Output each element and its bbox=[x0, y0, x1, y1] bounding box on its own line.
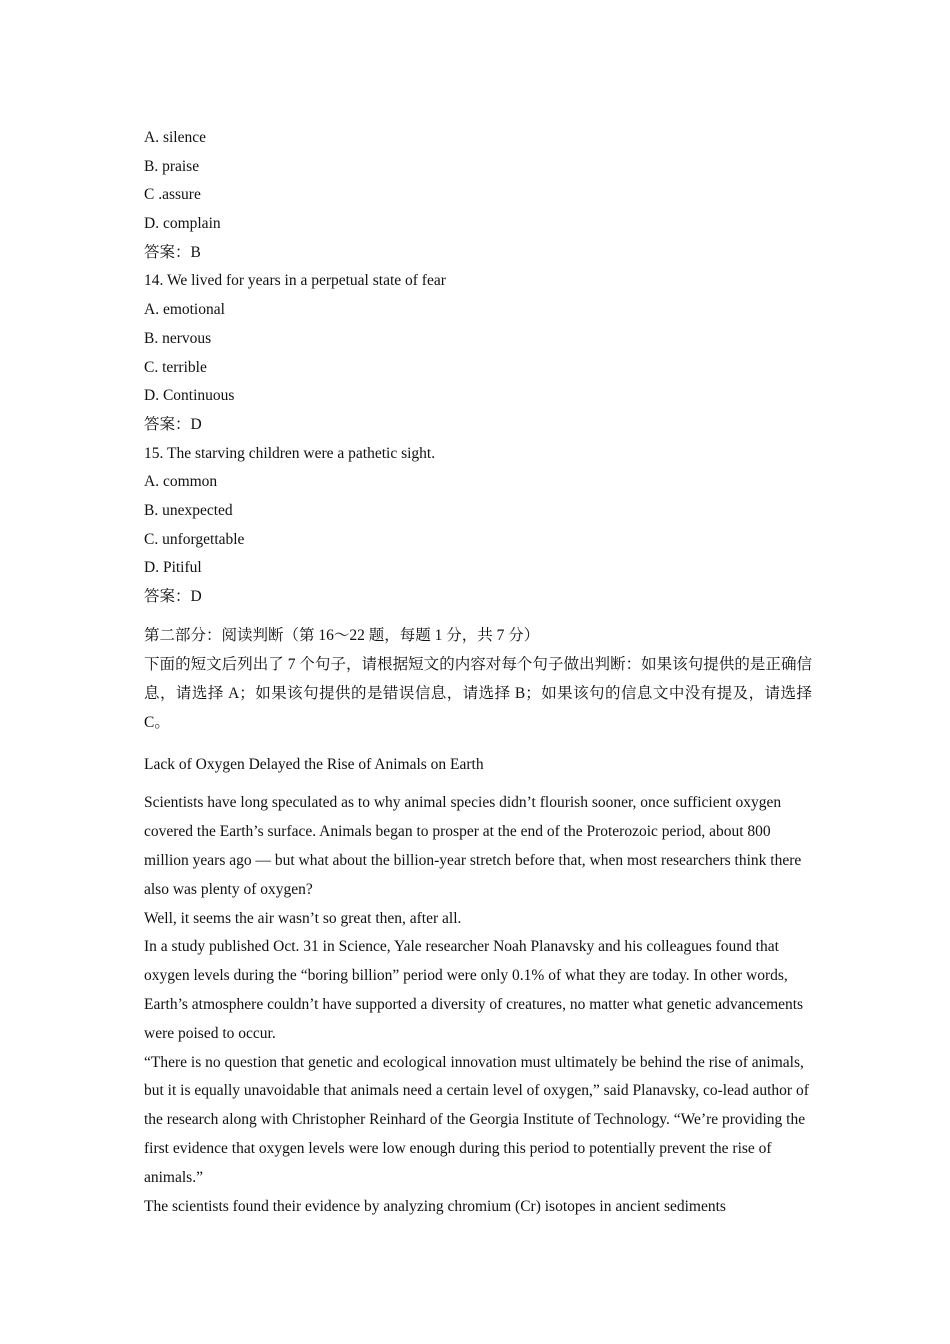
section-heading: 第二部分：阅读判断（第 16～22 题，每题 1 分，共 7 分） bbox=[144, 626, 540, 644]
part-2-section bbox=[144, 622, 812, 738]
option-c: C. terrible bbox=[144, 358, 207, 376]
option-d: D. complain bbox=[144, 215, 221, 233]
article-paragraph: Well, it seems the air wasn’t so great then, after all. bbox=[144, 909, 462, 927]
article-paragraph: Scientists have long speculated as to why animal species didn’t flourish sooner, once sufficient oxygen covered the Earth’s surface. Animals began to prosper at the end of the Proterozoic period, about 800 million years ago — but what about the billion-year stretch before that, when most researchers think there also was plenty of oxygen? bbox=[144, 794, 802, 898]
section-instructions: 下面的短文后列出了 7 个句子，请根据短文的内容对每个句子做出判断：如果该句提供的是正确信息，请选择 A；如果该句提供的是错误信息，请选择 B；如果该句的信息文中没有提及，请选择 C。 bbox=[144, 656, 812, 732]
article-title: Lack of Oxygen Delayed the Rise of Animals on Earth bbox=[144, 756, 484, 774]
option-b: B. unexpected bbox=[144, 501, 233, 519]
option-d: D. Pitiful bbox=[144, 559, 202, 577]
question-text: 14. We lived for years in a perpetual state of fear bbox=[144, 272, 446, 290]
option-a: A. common bbox=[144, 473, 218, 491]
option-a: A. emotional bbox=[144, 301, 225, 319]
option-b: B. nervous bbox=[144, 329, 212, 347]
article-paragraph: The scientists found their evidence by analyzing chromium (Cr) isotopes in ancient sediments bbox=[144, 1197, 726, 1215]
article-body bbox=[144, 789, 812, 1221]
option-c: C .assure bbox=[144, 186, 201, 204]
option-d: D. Continuous bbox=[144, 387, 235, 405]
option-a: A. silence bbox=[144, 129, 206, 146]
question-15-block bbox=[144, 440, 812, 612]
article-paragraph: “There is no question that genetic and ecological innovation must ultimately be behind the rise of animals, but it is equally unavoidable that animals need a certain level of oxygen,” said Planavsky, co-lead author of the research along with Christopher Reinhard of the Georgia Institute of Technology. “We’re providing the first evidence that oxygen levels were low enough during this period to potentially prevent the rise of animals.” bbox=[144, 1053, 809, 1186]
option-b: B. praise bbox=[144, 157, 200, 175]
document-page bbox=[144, 124, 812, 1221]
answer: 答案：B bbox=[144, 243, 201, 261]
article-paragraph: In a study published Oct. 31 in Science, Yale researcher Noah Planavsky and his colleagues found that oxygen levels during the “boring billion” period were only 0.1% of what they are today. In other words, Earth’s atmosphere couldn’t have supported a diversity of creatures, no matter what genetic advancements were poised to occur. bbox=[144, 938, 804, 1042]
question-text: 15. The starving children were a pathetic sight. bbox=[144, 444, 436, 462]
answer: 答案：D bbox=[144, 588, 202, 605]
question-13-block bbox=[144, 124, 812, 267]
option-c: C. unforgettable bbox=[144, 530, 245, 548]
answer: 答案：D bbox=[144, 415, 202, 433]
question-14-block bbox=[144, 267, 812, 439]
